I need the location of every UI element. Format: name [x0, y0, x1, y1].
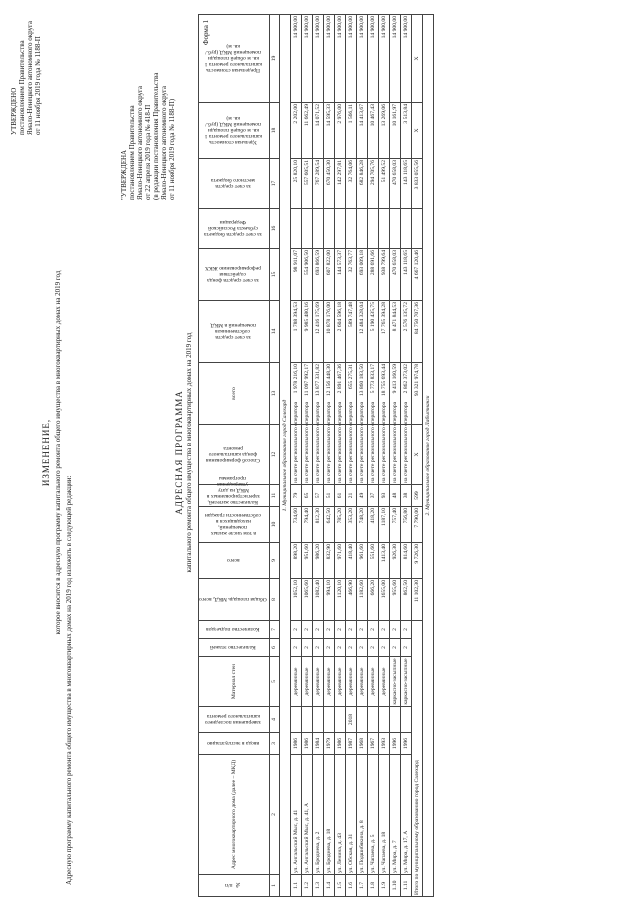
- column-number-cell: 15: [269, 249, 279, 301]
- intro-paragraph: Адресную программу капитального ремонта общего имущества в многоквартирных домах на 2019 год изложить в следующей редакции:: [65, 475, 73, 885]
- table-cell-ent: 2: [356, 621, 367, 639]
- header-cell: Способ формирования фонда капитального ремонта: [199, 425, 270, 485]
- table-cell-mun: 470 658,03: [389, 159, 400, 209]
- table-cell-subj: [301, 209, 312, 249]
- table-cell-mat: деревянные: [334, 657, 345, 707]
- table-cell-subj: [345, 209, 356, 249]
- table-cell-max: 14 900,00: [334, 15, 345, 103]
- table-cell-area: 1120,10: [334, 579, 345, 621]
- table-cell-mat: деревянные: [378, 657, 389, 707]
- table-cell-n: 1.6: [345, 875, 356, 897]
- approval-stamp-2: [120, 10, 176, 200]
- table-cell-owners: 10 878 176,00: [323, 301, 334, 363]
- table-cell-last: [323, 707, 334, 733]
- table-row: [301, 15, 312, 897]
- table-cell-mun: 32 764,06: [345, 159, 356, 209]
- table-cell-res: 61: [334, 485, 345, 507]
- header-cell: в том числе жилых помещений, находящихся в собственности граждан: [199, 507, 270, 543]
- approval-line: от 22 апреля 2019 года № 418-П: [144, 104, 152, 200]
- column-number-cell: 18: [269, 103, 279, 159]
- table-cell-fund_c: 693 866,59: [312, 249, 323, 301]
- table-cell-prem: 1413,40: [378, 543, 389, 579]
- table-cell-fund_c: 32 763,77: [345, 249, 356, 301]
- table-cell-year: 1986: [301, 733, 312, 755]
- table-cell-unit: 11 662,49: [301, 103, 312, 159]
- table-cell-ent: 2: [323, 621, 334, 639]
- table-cell-n: 1.5: [334, 875, 345, 897]
- table-cell-owners: 12 416 175,69: [312, 301, 323, 363]
- table-cell-liv: 757,40: [389, 507, 400, 543]
- table-cell-area: 1182,60: [356, 579, 367, 621]
- table-header-row: [199, 15, 270, 897]
- approval-line: Ямало-Ненецкого автономного округа: [26, 20, 34, 135]
- table-cell-prem: 926,30: [389, 543, 400, 579]
- column-number-cell: 7: [269, 621, 279, 639]
- column-number-cell: 5: [269, 657, 279, 707]
- table-cell-unit: 3 513,84: [400, 103, 411, 159]
- subtotal-mun: 3 833 055,56: [411, 159, 422, 209]
- column-number-cell: 1: [269, 875, 279, 897]
- approval-line: постановлением Правительства: [18, 40, 26, 135]
- column-number-cell: 4: [269, 707, 279, 733]
- table-cell-ent: 2: [290, 621, 301, 639]
- subtotal-max: Х: [411, 15, 422, 103]
- table-cell-owners: 2 576 135,72: [400, 301, 411, 363]
- table-cell-addr: ул. Чапаева, д. 18: [378, 755, 389, 875]
- table-cell-addr: ул. Ленина, д. 43: [334, 755, 345, 875]
- table-cell-mat: деревянные: [356, 657, 367, 707]
- table-cell-fund_c: 470 658,03: [389, 249, 400, 301]
- table-cell-fund: на счете регионального оператора: [345, 425, 356, 485]
- header-cell: ввода в эксплуатацию: [199, 733, 270, 755]
- table-cell-subj: [367, 209, 378, 249]
- approval-stamp-1: [10, 10, 42, 135]
- table-cell-last: [378, 707, 389, 733]
- table-cell-n: 1.11: [400, 875, 411, 897]
- header-cell: за счет средств фонда содействия реформированию ЖКХ: [199, 249, 270, 301]
- table-cell-res: 48: [389, 485, 400, 507]
- table-cell-area: 466,90: [345, 579, 356, 621]
- table-cell-max: 14 900,00: [356, 15, 367, 103]
- column-number-cell: 8: [269, 579, 279, 621]
- table-cell-year: 1984: [312, 733, 323, 755]
- table-cell-fl: 2: [312, 639, 323, 657]
- table-cell-res: 37: [367, 485, 378, 507]
- table-cell-prem: 898,20: [290, 543, 301, 579]
- table-row: [290, 15, 301, 897]
- table-cell-mat: деревянные: [367, 657, 378, 707]
- table-cell-addr: ул. Ангальский Мыс, д. 41, А: [301, 755, 312, 875]
- table-row: [356, 15, 367, 897]
- table-cell-total: 2 891 467,36: [334, 363, 345, 425]
- table-cell-year: 1986: [290, 733, 301, 755]
- table-cell-max: 14 900,00: [312, 15, 323, 103]
- table-cell-max: 14 900,00: [290, 15, 301, 103]
- table-row: [323, 15, 334, 897]
- table-cell-liv: 734,60: [290, 507, 301, 543]
- table-cell-owners: 1 788 394,53: [290, 301, 301, 363]
- column-number-cell: 12: [269, 425, 279, 485]
- column-number-cell: 10: [269, 507, 279, 543]
- table-cell-prem: 814,60: [400, 543, 411, 579]
- table-cell-fl: 2: [323, 639, 334, 657]
- table-cell-total: 1 978 216,10: [290, 363, 301, 425]
- column-number-cell: 6: [269, 639, 279, 657]
- table-cell-liv: 748,20: [356, 507, 367, 543]
- change-title: ИЗМЕНЕНИЕ,: [41, 418, 51, 487]
- table-cell-n: 1.8: [367, 875, 378, 897]
- table-cell-unit: 10 161,97: [389, 103, 400, 159]
- table-cell-unit: 14 595,33: [323, 103, 334, 159]
- subtotal-label: Итого по муниципальному образованию город Салехард: [411, 621, 422, 897]
- table-cell-fund: на счете регионального оператора: [334, 425, 345, 485]
- table-cell-fund_c: 143 118,65: [400, 249, 411, 301]
- header-cell: Количество жителей, зарегистрированных в МКД на дату утверждения программы: [199, 485, 270, 507]
- table-body: [279, 15, 433, 897]
- table-cell-last: [301, 707, 312, 733]
- table-cell-year: 1968: [356, 733, 367, 755]
- table-cell-unit: 14 071,52: [312, 103, 323, 159]
- table-cell-mun: 670 450,30: [323, 159, 334, 209]
- table-cell-mat: деревянные: [323, 657, 334, 707]
- table-cell-n: 1.3: [312, 875, 323, 897]
- table-cell-owners: 12 484 328,04: [356, 301, 367, 363]
- table-cell-addr: ул. Чапаева, д. 5: [367, 755, 378, 875]
- table-cell-res: 51: [323, 485, 334, 507]
- table-cell-ent: 2: [378, 621, 389, 639]
- change-description: которое вносится в адресную программу капитального ремонта общего имущества в многоквартирных домах на 2019 год: [54, 270, 62, 635]
- table-cell-unit: 13 269,06: [378, 103, 389, 159]
- table-cell-year: 1996: [400, 733, 411, 755]
- table-row: [312, 15, 323, 897]
- header-cell: Предельная стоимость капитального ремонта 1 кв. м общей площади помещений МКД (руб./кв. м): [199, 15, 270, 103]
- approval-line: Ямало-Ненецкого автономного округа: [160, 85, 168, 200]
- table-cell-total: 5 773 833,17: [367, 363, 378, 425]
- table-cell-n: 1.1: [290, 875, 301, 897]
- column-number-cell: 19: [269, 15, 279, 103]
- table-cell-unit: 2 202,00: [290, 103, 301, 159]
- table-cell-fund_c: 554 906,50: [301, 249, 312, 301]
- table-cell-total: 12 156 448,30: [323, 363, 334, 425]
- table-cell-year: 1967: [367, 733, 378, 755]
- table-cell-fl: 2: [290, 639, 301, 657]
- table-cell-fund: на счете регионального оператора: [389, 425, 400, 485]
- table-cell-res: 49: [356, 485, 367, 507]
- table-cell-subj: [290, 209, 301, 249]
- table-cell-unit: 10 467,43: [367, 103, 378, 159]
- section-row: [279, 15, 290, 897]
- column-number-cell: 11: [269, 485, 279, 507]
- table-cell-fl: 2: [378, 639, 389, 657]
- column-number-cell: 2: [269, 755, 279, 875]
- table-cell-liv: 1187,10: [378, 507, 389, 543]
- table-cell-total: 655 275,31: [345, 363, 356, 425]
- subtotal-area: 11 102,30: [411, 579, 422, 621]
- table-cell-fl: 2: [345, 639, 356, 657]
- approval-line: УТВЕРЖДЕНО: [10, 87, 18, 135]
- table-cell-mun: 142 297,81: [334, 159, 345, 209]
- header-cell: Количество подъездов: [199, 621, 270, 639]
- table-cell-subj: [334, 209, 345, 249]
- table-cell-owners: 17 765 394,28: [378, 301, 389, 363]
- table-cell-fund_c: 938 799,64: [378, 249, 389, 301]
- header-cell: завершения последнего капитального ремонта: [199, 707, 270, 733]
- table-cell-fund: на счете регионального оператора: [367, 425, 378, 485]
- table-cell-n: 1.2: [301, 875, 312, 897]
- table-cell-fund_c: 607 822,00: [323, 249, 334, 301]
- table-cell-n: 1.9: [378, 875, 389, 897]
- table-cell-area: 862,50: [400, 579, 411, 621]
- table-cell-addr: ул. Броднева, д. 2: [312, 755, 323, 875]
- table-cell-fund_c: 693 009,18: [356, 249, 367, 301]
- table-cell-prem: 986,20: [312, 543, 323, 579]
- table-cell-subj: [389, 209, 400, 249]
- table-cell-fund: на счете регионального оператора: [290, 425, 301, 485]
- table-cell-mat: каркасно-засыпные: [400, 657, 411, 707]
- table-cell-fl: 2: [367, 639, 378, 657]
- table-cell-area: 955,60: [389, 579, 400, 621]
- table-cell-fund: на счете регионального оператора: [312, 425, 323, 485]
- table-cell-owners: 2 604 596,18: [334, 301, 345, 363]
- table-cell-owners: 9 985 480,16: [301, 301, 312, 363]
- table-cell-total: 13 860 183,50: [356, 363, 367, 425]
- table-cell-ent: 2: [301, 621, 312, 639]
- table-cell-prem: 551,60: [367, 543, 378, 579]
- table-cell-last: [356, 707, 367, 733]
- table-cell-subj: [378, 209, 389, 249]
- table-cell-area: 1655,00: [378, 579, 389, 621]
- table-cell-n: 1.7: [356, 875, 367, 897]
- table-cell-unit: 14 413,67: [356, 103, 367, 159]
- table-cell-fund: на счете регионального оператора: [301, 425, 312, 485]
- table-cell-unit: 2 976,00: [334, 103, 345, 159]
- table-cell-prem: 951,60: [301, 543, 312, 579]
- table-cell-max: 14 900,00: [389, 15, 400, 103]
- section-row: [422, 15, 433, 897]
- column-number-cell: 13: [269, 363, 279, 425]
- subtotal-res: 599: [411, 485, 422, 507]
- program-subtitle: капитального ремонта общего имущества в многоквартирных домах на 2019 год: [185, 332, 193, 573]
- column-number-cell: 16: [269, 209, 279, 249]
- table-cell-mun: 143 118,65: [400, 159, 411, 209]
- table-cell-prem: 971,60: [334, 543, 345, 579]
- table-row: [389, 15, 400, 897]
- table-cell-last: [389, 707, 400, 733]
- header-cell: Адрес многоквартирного дома (далее – МКД): [199, 755, 270, 875]
- table-cell-ent: 2: [334, 621, 345, 639]
- table-cell-max: 14 900,00: [345, 15, 356, 103]
- table-cell-last: [290, 707, 301, 733]
- table-cell-year: 1986: [334, 733, 345, 755]
- table-cell-res: 79: [290, 485, 301, 507]
- subtotal-unit: Х: [411, 103, 422, 159]
- table-cell-max: 14 900,00: [367, 15, 378, 103]
- table-cell-area: 666,20: [367, 579, 378, 621]
- table-cell-mat: деревянные: [312, 657, 323, 707]
- table-cell-liv: 794,40: [301, 507, 312, 543]
- table-cell-res: 38: [400, 485, 411, 507]
- table-cell-mun: 25 820,10: [290, 159, 301, 209]
- table-cell-fund_c: 98 911,07: [290, 249, 301, 301]
- subtotal-owners: 84 750 707,36: [411, 301, 422, 363]
- table-cell-area: 1082,40: [312, 579, 323, 621]
- program-title: АДРЕСНАЯ ПРОГРАММА: [174, 390, 184, 515]
- table-cell-liv: 785,20: [334, 507, 345, 543]
- table-cell-liv: 418,20: [367, 507, 378, 543]
- table-cell-mat: каркасно-засыпные: [389, 657, 400, 707]
- table-cell-area: 994,10: [323, 579, 334, 621]
- table-cell-mat: деревянные: [290, 657, 301, 707]
- header-cell: за счет средств местного бюджета: [199, 159, 270, 209]
- table-cell-ent: 2: [367, 621, 378, 639]
- table-cell-liv: 353,20: [345, 507, 356, 543]
- subtotal-liv: 7 790,00: [411, 507, 422, 543]
- table-row: [334, 15, 345, 897]
- table-cell-addr: ул. Мира, д. 7: [389, 755, 400, 875]
- table-cell-addr: ул. Мира, д. 17, А: [400, 755, 411, 875]
- table-cell-fund_c: 144 573,37: [334, 249, 345, 301]
- table-cell-mat: деревянные: [345, 657, 356, 707]
- table-cell-total: 11 097 992,17: [301, 363, 312, 425]
- column-number-cell: 9: [269, 543, 279, 579]
- table-cell-fl: 2: [334, 639, 345, 657]
- table-cell-prem: 418,40: [345, 543, 356, 579]
- table-cell-mun: 51 499,52: [378, 159, 389, 209]
- approval-line: (в редакции постановления Правительства: [152, 72, 160, 200]
- header-cell: за счет средств бюджета субъекта Российской Федерации: [199, 209, 270, 249]
- table-cell-total: 18 755 693,44: [378, 363, 389, 425]
- table-cell-area: 1052,10: [290, 579, 301, 621]
- table-cell-subj: [400, 209, 411, 249]
- table-cell-fl: 2: [356, 639, 367, 657]
- header-cell: всего: [199, 543, 270, 579]
- table-row: [367, 15, 378, 897]
- approval-line: от 11 ноября 2019 года № 1188-П): [168, 98, 176, 200]
- header-cell: всего: [199, 363, 270, 425]
- table-cell-owners: 589 747,48: [345, 301, 356, 363]
- subtotal-subj: [411, 209, 422, 249]
- table-cell-total: 2 862 373,02: [400, 363, 411, 425]
- table-cell-max: 14 900,00: [323, 15, 334, 103]
- column-number-row: [269, 15, 279, 897]
- approval-line: Ямало-Ненецкого автономного округа: [136, 85, 144, 200]
- column-number-cell: 14: [269, 301, 279, 363]
- table-cell-owners: 5 190 435,75: [367, 301, 378, 363]
- table-cell-n: 1.4: [323, 875, 334, 897]
- table-cell-unit: 1 566,11: [345, 103, 356, 159]
- table-cell-fund: на счете регионального оператора: [378, 425, 389, 485]
- table-cell-liv: 642,50: [323, 507, 334, 543]
- table-cell-last: [312, 707, 323, 733]
- subtotal-prem: 9 726,30: [411, 543, 422, 579]
- table-cell-total: 9 413 160,59: [389, 363, 400, 425]
- table-cell-mun: 557 605,51: [301, 159, 312, 209]
- table-cell-ent: 2: [312, 621, 323, 639]
- header-cell: Общая площадь МКД, всего: [199, 579, 270, 621]
- table-cell-ent: 2: [389, 621, 400, 639]
- table-cell-n: 1.10: [389, 875, 400, 897]
- table-cell-mun: 682 846,28: [356, 159, 367, 209]
- table-cell-year: 1996: [389, 733, 400, 755]
- header-cell: Удельная стоимость капитального ремонта 1 кв. м общей площади помещений МКД (руб./кв. м): [199, 103, 270, 159]
- section-title: 2. Муниципальное образование город Лабытнанги: [422, 15, 433, 897]
- table-cell-year: 1987: [345, 733, 356, 755]
- table-cell-max: 14 900,00: [301, 15, 312, 103]
- table-cell-res: 65: [301, 485, 312, 507]
- table-cell-addr: ул. Обская, д. 31: [345, 755, 356, 875]
- header-cell: Материал стен: [199, 657, 270, 707]
- table-cell-prem: 832,90: [323, 543, 334, 579]
- table-cell-last: [400, 707, 411, 733]
- table-cell-fund: на счете регионального оператора: [323, 425, 334, 485]
- table-cell-last: [334, 707, 345, 733]
- table-row: [400, 15, 411, 897]
- table-cell-subj: [312, 209, 323, 249]
- table-row: [345, 15, 356, 897]
- form-label: Форма 1: [202, 19, 210, 45]
- table-cell-ent: 2: [345, 621, 356, 639]
- table-row: [378, 15, 389, 897]
- table-cell-res: 57: [312, 485, 323, 507]
- subtotal-row: [411, 15, 422, 897]
- table-cell-ent: 2: [400, 621, 411, 639]
- table-cell-mun: 294 705,76: [367, 159, 378, 209]
- table-cell-fund_c: 288 691,66: [367, 249, 378, 301]
- section-title: 1. Муниципальное образование город Салехард: [279, 15, 290, 897]
- table-cell-year: 1979: [323, 733, 334, 755]
- approval-line: от 11 ноября 2019 года № 1188-П: [34, 36, 42, 135]
- table-cell-liv: 756,80: [400, 507, 411, 543]
- table-cell-fl: 2: [301, 639, 312, 657]
- address-program-table: [198, 14, 434, 897]
- table-cell-res: 21: [345, 485, 356, 507]
- table-cell-prem: 961,60: [356, 543, 367, 579]
- approval-line: "УТВЕРЖДЕНА: [120, 149, 128, 200]
- table-cell-liv: 812,30: [312, 507, 323, 543]
- table-cell-year: 1993: [378, 733, 389, 755]
- header-cell: Количество этажей: [199, 639, 270, 657]
- table-cell-mat: деревянные: [301, 657, 312, 707]
- subtotal-fund_c: 4 667 120,46: [411, 249, 422, 301]
- table-cell-max: 14 900,00: [400, 15, 411, 103]
- table-cell-area: 1065,60: [301, 579, 312, 621]
- table-cell-fund: на счете регионального оператора: [400, 425, 411, 485]
- table-cell-addr: ул. Ангальский Мыс, д. 41: [290, 755, 301, 875]
- table-cell-max: 14 900,00: [378, 15, 389, 103]
- table-cell-res: 93: [378, 485, 389, 507]
- table-cell-addr: ул. Броднева, д. 18: [323, 755, 334, 875]
- table-cell-addr: ул. Подшибякина, д. 8: [356, 755, 367, 875]
- table-cell-total: 13 877 331,82: [312, 363, 323, 425]
- header-cell: за счет средств собственников помещений в МКД: [199, 301, 270, 363]
- table-cell-fund: на счете регионального оператора: [356, 425, 367, 485]
- subtotal-total: 93 321 974,78: [411, 363, 422, 425]
- column-number-cell: 17: [269, 159, 279, 209]
- table-cell-fl: 2: [389, 639, 400, 657]
- table-cell-subj: [323, 209, 334, 249]
- header-cell: № п/п: [199, 875, 270, 897]
- table-cell-last: [367, 707, 378, 733]
- table-cell-fl: 2: [400, 639, 411, 657]
- approval-line: постановлением Правительства: [128, 105, 136, 200]
- table-cell-subj: [356, 209, 367, 249]
- column-number-cell: 3: [269, 733, 279, 755]
- table-cell-mun: 767 289,54: [312, 159, 323, 209]
- table-cell-last: 2018: [345, 707, 356, 733]
- table-cell-owners: 8 471 844,53: [389, 301, 400, 363]
- subtotal-fund: Х: [411, 425, 422, 485]
